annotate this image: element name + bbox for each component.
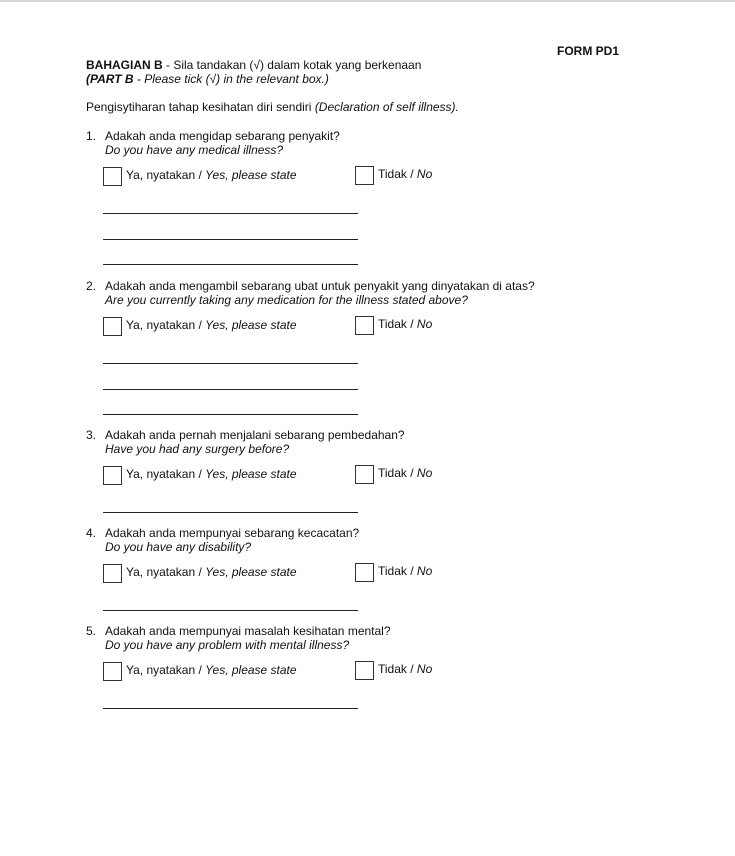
yes-label-en: Yes, please state xyxy=(205,168,297,182)
form-code: FORM PD1 xyxy=(557,44,620,58)
question-4-number: 4. xyxy=(86,526,97,540)
question-4 xyxy=(86,526,706,579)
question-1-answer-line-1[interactable] xyxy=(103,213,358,214)
question-2-yes-label xyxy=(126,318,297,332)
yes-label-en: Yes, please state xyxy=(205,467,297,481)
question-1-yes-label xyxy=(126,168,297,182)
no-label-ms: Tidak / xyxy=(378,317,417,331)
question-2-answer-line-1[interactable] xyxy=(103,363,358,364)
question-1-yes-checkbox[interactable] xyxy=(103,167,122,186)
question-5-number: 5. xyxy=(86,624,97,638)
question-3-yes-label xyxy=(126,467,297,481)
question-3-number: 3. xyxy=(86,428,97,442)
yes-label-ms: Ya, nyatakan / xyxy=(126,467,206,481)
section-heading-rest: - Sila tandakan (√) dalam kotak yang berkenaan xyxy=(162,58,422,72)
yes-label-en: Yes, please state xyxy=(205,565,297,579)
question-5-yes-checkbox[interactable] xyxy=(103,662,122,681)
section-heading-en xyxy=(86,72,421,86)
question-2-answer-line-2[interactable] xyxy=(103,389,358,390)
question-3-no-checkbox[interactable] xyxy=(355,465,374,484)
question-1-no-checkbox[interactable] xyxy=(355,166,374,185)
question-5-no-checkbox[interactable] xyxy=(355,661,374,680)
no-label-en: No xyxy=(416,167,433,181)
declaration-text xyxy=(86,100,459,114)
question-2-number: 2. xyxy=(86,279,97,293)
no-label-ms: Tidak / xyxy=(378,167,417,181)
section-heading-en-rest: - Please tick (√) in the relevant box.) xyxy=(133,72,329,86)
question-3-no-label xyxy=(378,466,432,480)
question-1-no-label xyxy=(378,167,432,181)
yes-label-ms: Ya, nyatakan / xyxy=(126,318,206,332)
question-2-line xyxy=(86,279,706,293)
question-1-text-ms: Adakah anda mengidap sebarang penyakit? xyxy=(105,129,340,143)
question-4-line xyxy=(86,526,706,540)
question-2-no-checkbox[interactable] xyxy=(355,316,374,335)
top-rule xyxy=(0,0,735,2)
yes-label-en: Yes, please state xyxy=(205,663,297,677)
yes-label-en: Yes, please state xyxy=(205,318,297,332)
question-4-no-label xyxy=(378,564,432,578)
question-5-text-ms: Adakah anda mempunyai masalah kesihatan mental? xyxy=(105,624,391,638)
question-5-text-en: Do you have any problem with mental illness? xyxy=(105,638,350,652)
question-1-text-en: Do you have any medical illness? xyxy=(105,143,284,157)
question-3-text-en: Have you had any surgery before? xyxy=(105,442,290,456)
no-label-ms: Tidak / xyxy=(378,662,417,676)
question-4-no-checkbox[interactable] xyxy=(355,563,374,582)
yes-label-ms: Ya, nyatakan / xyxy=(126,663,206,677)
declaration-ms: Pengisytiharan tahap kesihatan diri sendiri xyxy=(86,100,315,114)
section-heading-bold: BAHAGIAN B xyxy=(86,58,163,72)
question-2-yes-checkbox[interactable] xyxy=(103,317,122,336)
declaration-en: (Declaration of self illness). xyxy=(314,100,459,114)
question-4-yes-label xyxy=(126,565,297,579)
section-heading-ms xyxy=(86,58,421,72)
question-1 xyxy=(86,129,706,182)
question-1-number: 1. xyxy=(86,129,97,143)
question-4-text-ms: Adakah anda mempunyai sebarang kecacatan? xyxy=(105,526,360,540)
question-3-answer-line-1[interactable] xyxy=(103,512,358,513)
question-5-yes-label xyxy=(126,663,297,677)
question-3 xyxy=(86,428,706,481)
question-2-text-en: Are you currently taking any medication for the illness stated above? xyxy=(105,293,468,307)
question-3-yes-checkbox[interactable] xyxy=(103,466,122,485)
question-1-answer-line-2[interactable] xyxy=(103,239,358,240)
section-heading xyxy=(86,58,421,86)
question-1-line xyxy=(86,129,706,143)
no-label-en: No xyxy=(416,662,433,676)
question-5 xyxy=(86,624,706,677)
question-2-no-label xyxy=(378,317,432,331)
no-label-en: No xyxy=(416,317,433,331)
no-label-ms: Tidak / xyxy=(378,466,417,480)
question-5-no-label xyxy=(378,662,432,676)
question-2 xyxy=(86,279,706,332)
no-label-ms: Tidak / xyxy=(378,564,417,578)
question-5-line xyxy=(86,624,706,638)
question-3-text-ms: Adakah anda pernah menjalani sebarang pembedahan? xyxy=(105,428,405,442)
question-4-answer-line-1[interactable] xyxy=(103,610,358,611)
question-4-text-en: Do you have any disability? xyxy=(105,540,252,554)
no-label-en: No xyxy=(416,466,433,480)
question-2-answer-line-3[interactable] xyxy=(103,414,358,415)
question-1-answer-line-3[interactable] xyxy=(103,264,358,265)
no-label-en: No xyxy=(416,564,433,578)
question-3-line xyxy=(86,428,706,442)
yes-label-ms: Ya, nyatakan / xyxy=(126,565,206,579)
question-4-yes-checkbox[interactable] xyxy=(103,564,122,583)
section-heading-en-bold: (PART B xyxy=(86,72,134,86)
question-5-answer-line-1[interactable] xyxy=(103,708,358,709)
yes-label-ms: Ya, nyatakan / xyxy=(126,168,206,182)
question-2-text-ms: Adakah anda mengambil sebarang ubat untuk penyakit yang dinyatakan di atas? xyxy=(105,279,535,293)
